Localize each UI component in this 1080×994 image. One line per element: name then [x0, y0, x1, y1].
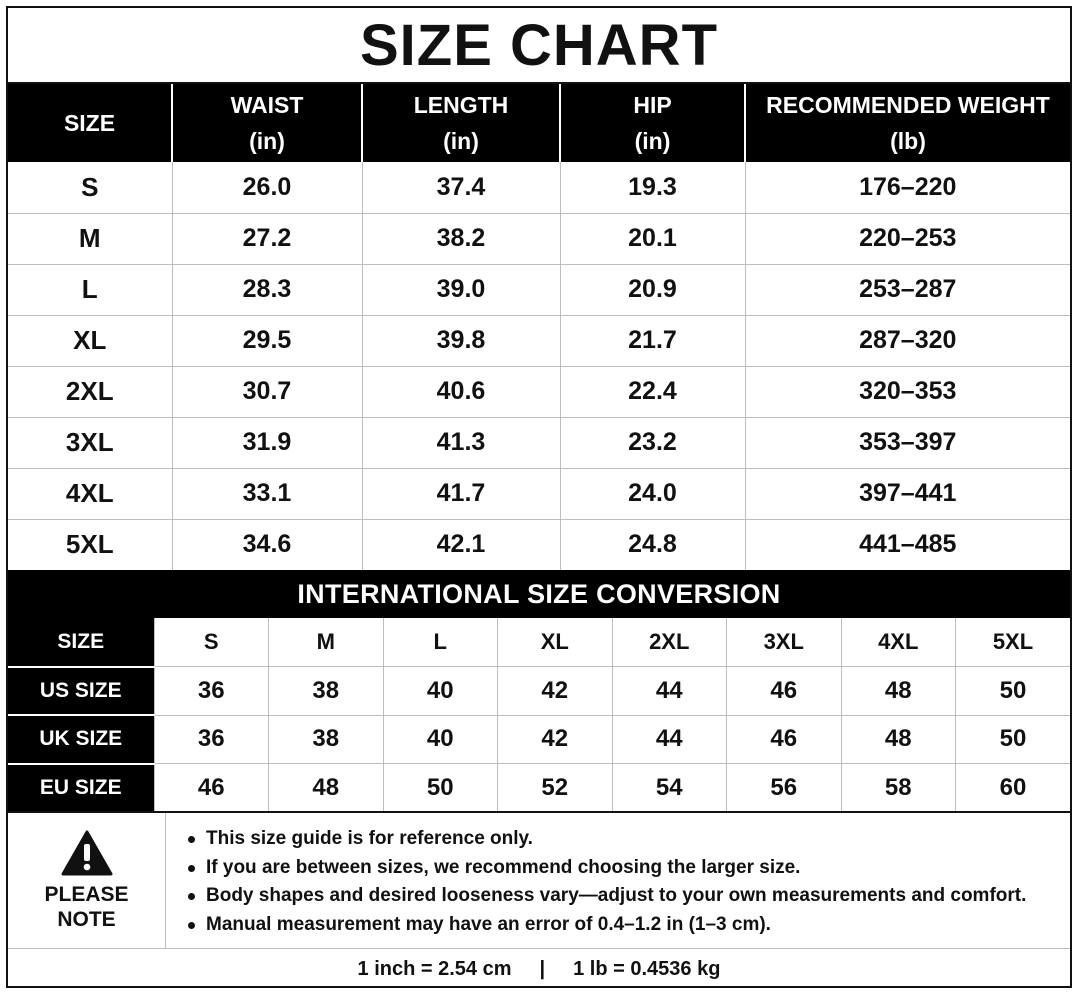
note-item: This size guide is for reference only.	[188, 825, 1026, 854]
table-cell: 320–353	[745, 366, 1070, 417]
table-row	[8, 519, 1070, 570]
conversion-cell: 44	[612, 667, 727, 716]
conversion-cell: 60	[956, 764, 1071, 813]
conversion-row	[8, 618, 1070, 667]
note-list	[166, 813, 1026, 948]
conversion-cell: 50	[383, 764, 498, 813]
size-cell: 2XL	[8, 366, 172, 417]
table-cell: 353–397	[745, 417, 1070, 468]
unit-conversion-footer	[8, 949, 1070, 989]
conversion-cell: 40	[383, 667, 498, 716]
table-cell: 34.6	[172, 519, 362, 570]
conversion-row	[8, 764, 1070, 813]
table-cell: 39.8	[362, 315, 560, 366]
table-row	[8, 162, 1070, 213]
table-cell: 21.7	[560, 315, 745, 366]
header-hip: HIP (in)	[560, 84, 745, 162]
size-cell: 3XL	[8, 417, 172, 468]
table-cell: 26.0	[172, 162, 362, 213]
table-cell: 24.0	[560, 468, 745, 519]
size-cell: S	[8, 162, 172, 213]
warning-icon	[61, 830, 113, 876]
table-cell: 40.6	[362, 366, 560, 417]
table-row	[8, 315, 1070, 366]
table-cell: 176–220	[745, 162, 1070, 213]
table-cell: 27.2	[172, 213, 362, 264]
conversion-cell: 40	[383, 715, 498, 764]
table-cell: 42.1	[362, 519, 560, 570]
size-table-body	[8, 162, 1070, 570]
table-cell: 41.7	[362, 468, 560, 519]
conversion-cell: 58	[841, 764, 956, 813]
conversion-cell: 5XL	[956, 618, 1071, 667]
conversion-cell: 38	[269, 715, 384, 764]
conversion-cell: 52	[498, 764, 613, 813]
header-length: LENGTH (in)	[362, 84, 560, 162]
conversion-cell: 3XL	[727, 618, 842, 667]
size-cell: 5XL	[65, 529, 114, 560]
conversion-cell: 50	[956, 715, 1071, 764]
size-cell: M	[8, 213, 172, 264]
conversion-table	[8, 618, 1070, 813]
note-item: Manual measurement may have an error of 0.4–1.2 in (1–3 cm).	[188, 911, 1026, 940]
table-cell: 220–253	[745, 213, 1070, 264]
please-note-section	[8, 813, 1070, 949]
table-cell: 31.9	[172, 417, 362, 468]
conversion-cell: 44	[612, 715, 727, 764]
table-cell: 39.0	[362, 264, 560, 315]
conversion-cell: 42	[498, 667, 613, 716]
conversion-cell: 2XL	[612, 618, 727, 667]
table-cell: 287–320	[745, 315, 1070, 366]
conversion-cell: 38	[269, 667, 384, 716]
conversion-row-label: SIZE	[8, 618, 154, 667]
table-cell: 253–287	[745, 264, 1070, 315]
conversion-cell: 48	[841, 667, 956, 716]
table-cell: 29.5	[172, 315, 362, 366]
header-recommended-weight: RECOMMENDED WEIGHT (lb)	[745, 84, 1070, 162]
size-cell: L	[8, 264, 172, 315]
table-row	[8, 417, 1070, 468]
table-cell: 41.3	[362, 417, 560, 468]
table-cell: 37.4	[362, 162, 560, 213]
conversion-table-body	[8, 618, 1070, 812]
header-waist: WAIST (in)	[172, 84, 362, 162]
conversion-cell: 46	[727, 667, 842, 716]
conversion-cell: 48	[841, 715, 956, 764]
table-row	[8, 366, 1070, 417]
lb-conversion: 1 lb = 0.4536 kg	[573, 957, 721, 980]
please-note-label: PLEASE NOTE	[44, 882, 129, 931]
note-item: Body shapes and desired looseness vary—adjust to your own measurements and comfort.	[188, 882, 1026, 911]
conversion-cell: L	[383, 618, 498, 667]
conversion-cell: M	[269, 618, 384, 667]
table-cell: 20.9	[560, 264, 745, 315]
conversion-row-label: UK SIZE	[8, 715, 154, 764]
table-cell: 33.1	[172, 468, 362, 519]
conversion-cell: 56	[727, 764, 842, 813]
conversion-cell: 46	[727, 715, 842, 764]
conversion-cell: S	[154, 618, 269, 667]
note-item: If you are between sizes, we recommend choosing the larger size.	[188, 854, 1026, 883]
conversion-cell: 46	[154, 764, 269, 813]
table-cell: 38.2	[362, 213, 560, 264]
table-row	[8, 468, 1070, 519]
table-cell: 28.3	[172, 264, 362, 315]
conversion-cell: XL	[498, 618, 613, 667]
table-cell: 22.4	[560, 366, 745, 417]
conversion-row	[8, 667, 1070, 716]
table-cell: 441–485	[745, 519, 1070, 570]
table-row	[8, 213, 1070, 264]
table-cell: 24.8	[560, 519, 745, 570]
size-cell: 4XL	[8, 468, 172, 519]
conversion-row	[8, 715, 1070, 764]
page-title: SIZE CHART	[8, 8, 1070, 84]
table-cell: 397–441	[745, 468, 1070, 519]
conversion-cell: 4XL	[841, 618, 956, 667]
conversion-cell: 36	[154, 667, 269, 716]
please-note-label-block	[8, 813, 166, 948]
table-cell: 30.7	[172, 366, 362, 417]
conversion-row-label: EU SIZE	[8, 764, 154, 813]
header-size: SIZE	[8, 84, 172, 162]
inch-conversion: 1 inch = 2.54 cm	[357, 957, 512, 980]
footer-separator: |	[539, 957, 546, 980]
table-row	[8, 264, 1070, 315]
size-cell: XL	[8, 315, 172, 366]
table-cell: 23.2	[560, 417, 745, 468]
conversion-row-label: US SIZE	[8, 667, 154, 716]
size-table	[8, 84, 1070, 570]
table-cell: 19.3	[560, 162, 745, 213]
conversion-cell: 36	[154, 715, 269, 764]
size-table-header	[8, 84, 1070, 162]
conversion-title: INTERNATIONAL SIZE CONVERSION	[8, 570, 1070, 618]
conversion-cell: 54	[612, 764, 727, 813]
conversion-cell: 48	[269, 764, 384, 813]
size-chart-sheet	[6, 6, 1072, 988]
conversion-cell: 42	[498, 715, 613, 764]
table-cell: 20.1	[560, 213, 745, 264]
conversion-cell: 50	[956, 667, 1071, 716]
